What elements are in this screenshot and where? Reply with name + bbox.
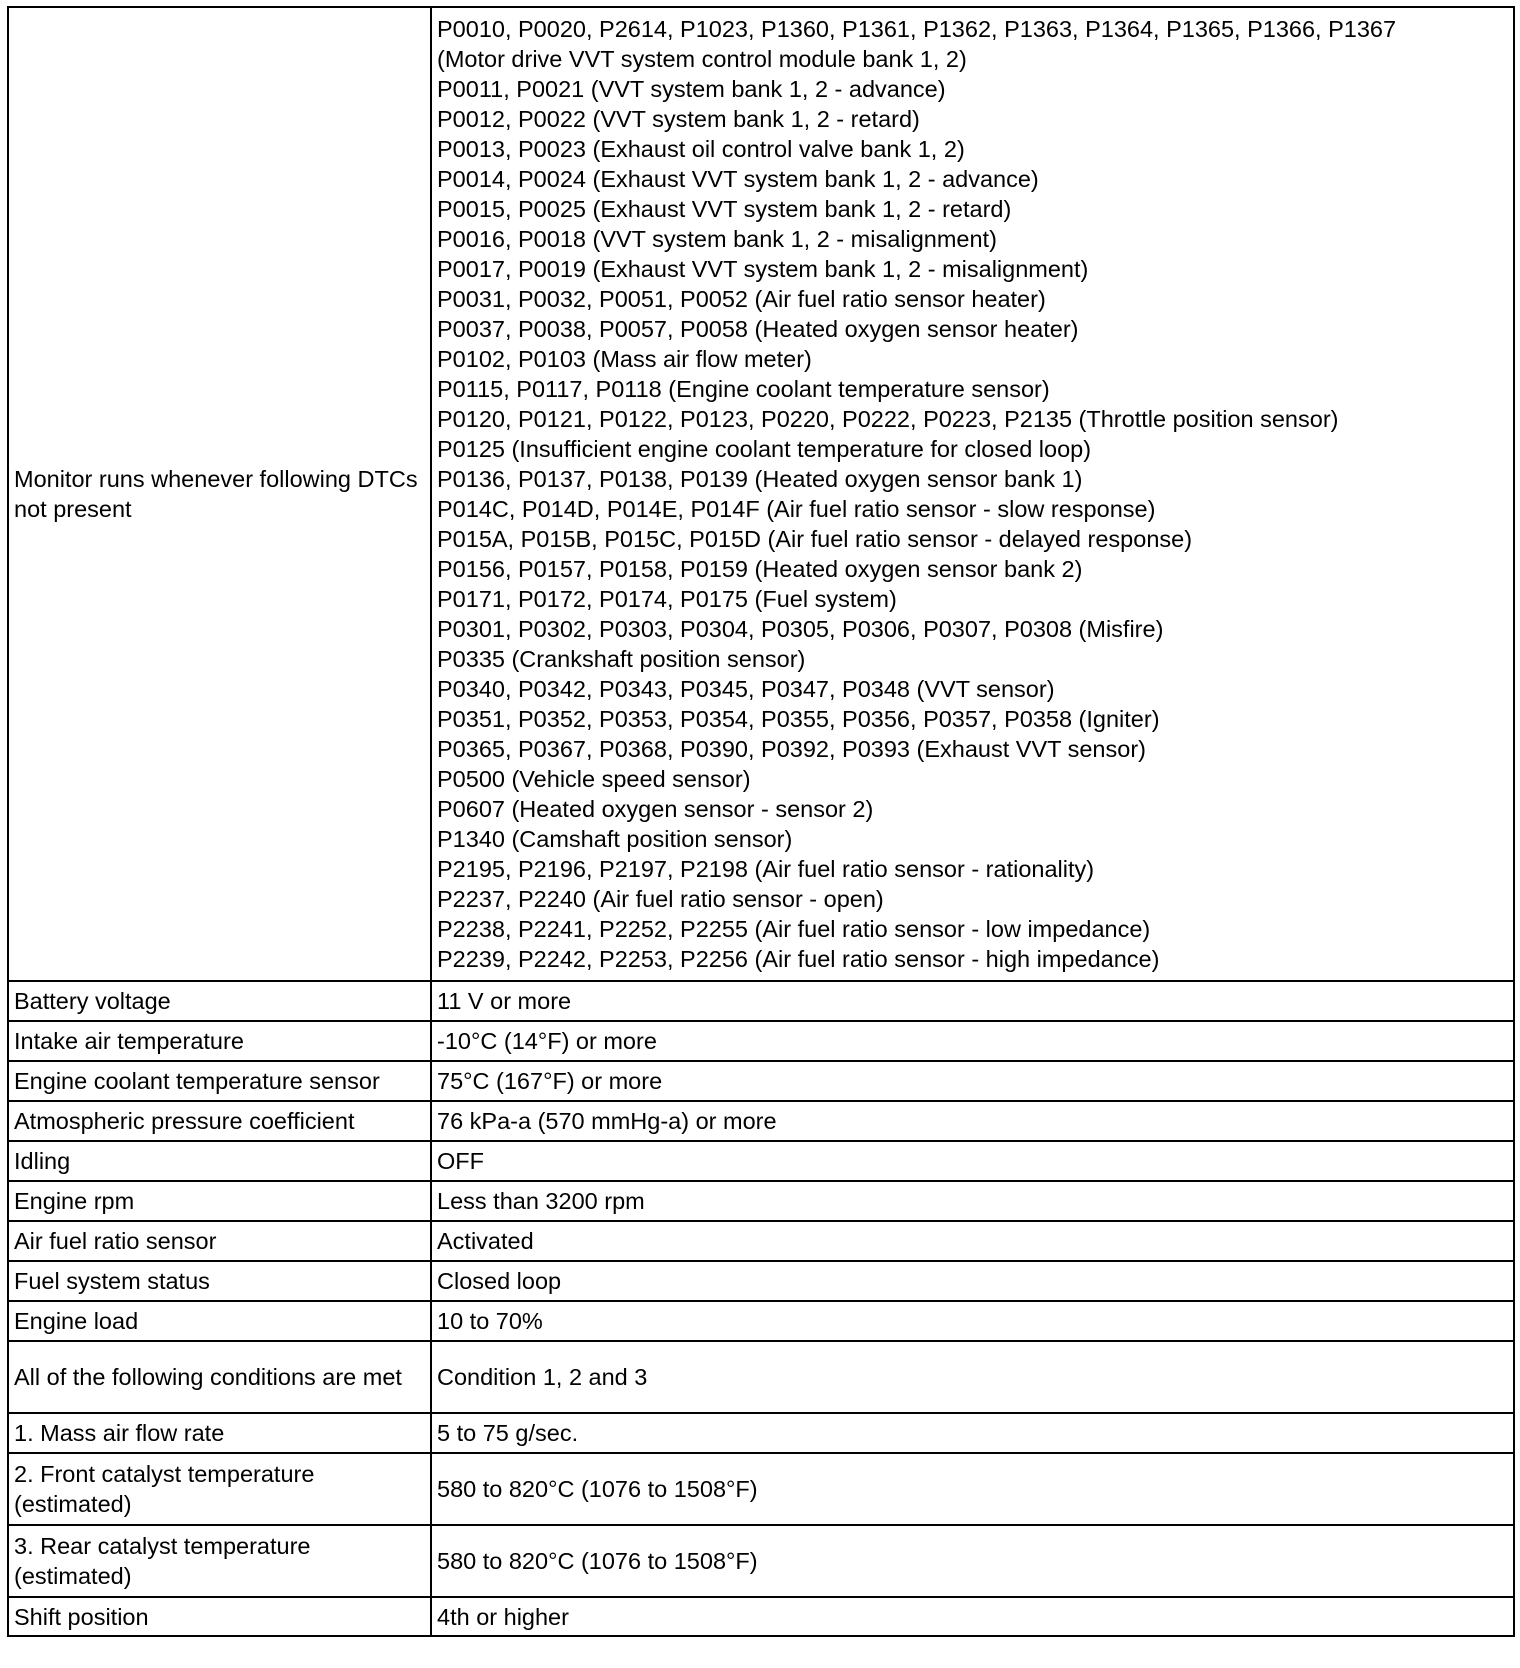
dtc-line: P0301, P0302, P0303, P0304, P0305, P0306, P0307, P0308 (Misfire) xyxy=(437,616,1164,642)
condition-row-mass-air-flow-rate xyxy=(8,1413,1514,1453)
dtc-line: P2239, P2242, P2253, P2256 (Air fuel ratio sensor - high impedance) xyxy=(437,946,1160,972)
condition-label: Idling xyxy=(8,1141,431,1181)
dtc-line: P0011, P0021 (VVT system bank 1, 2 - advance) xyxy=(437,76,946,102)
condition-value: 75°C (167°F) or more xyxy=(431,1061,1514,1101)
condition-row-idling xyxy=(8,1141,1514,1181)
condition-value: Condition 1, 2 and 3 xyxy=(431,1341,1514,1413)
dtc-line: P0136, P0137, P0138, P0139 (Heated oxygen sensor bank 1) xyxy=(437,466,1083,492)
condition-value: 5 to 75 g/sec. xyxy=(431,1413,1514,1453)
dtc-list xyxy=(431,7,1514,981)
dtc-row xyxy=(8,7,1514,981)
dtc-line: P0115, P0117, P0118 (Engine coolant temperature sensor) xyxy=(437,376,1050,402)
condition-label: All of the following conditions are met xyxy=(8,1341,431,1413)
dtc-line: P2238, P2241, P2252, P2255 (Air fuel ratio sensor - low impedance) xyxy=(437,916,1151,942)
condition-row-shift-position xyxy=(8,1597,1514,1636)
condition-row-rear-catalyst-temperature xyxy=(8,1525,1514,1597)
condition-value: 76 kPa-a (570 mmHg-a) or more xyxy=(431,1101,1514,1141)
condition-row-engine-rpm xyxy=(8,1181,1514,1221)
condition-label: Fuel system status xyxy=(8,1261,431,1301)
dtc-line: P0017, P0019 (Exhaust VVT system bank 1, 2 - misalignment) xyxy=(437,256,1089,282)
condition-label: 1. Mass air flow rate xyxy=(8,1413,431,1453)
dtc-line: P0014, P0024 (Exhaust VVT system bank 1, 2 - advance) xyxy=(437,166,1039,192)
dtc-line: (Motor drive VVT system control module bank 1, 2) xyxy=(437,46,967,72)
dtc-line: P2195, P2196, P2197, P2198 (Air fuel ratio sensor - rationality) xyxy=(437,856,1095,882)
condition-label: Atmospheric pressure coefficient xyxy=(8,1101,431,1141)
dtc-line: P2237, P2240 (Air fuel ratio sensor - open) xyxy=(437,886,884,912)
dtc-line: P0365, P0367, P0368, P0390, P0392, P0393 (Exhaust VVT sensor) xyxy=(437,736,1146,762)
dtc-line: P014C, P014D, P014E, P014F (Air fuel ratio sensor - slow response) xyxy=(437,496,1156,522)
condition-label: Engine load xyxy=(8,1301,431,1341)
dtc-line: P0120, P0121, P0122, P0123, P0220, P0222, P0223, P2135 (Throttle position sensor) xyxy=(437,406,1339,432)
condition-row-fuel-system-status xyxy=(8,1261,1514,1301)
dtc-line: P0335 (Crankshaft position sensor) xyxy=(437,646,806,672)
dtc-line: P0012, P0022 (VVT system bank 1, 2 - retard) xyxy=(437,106,920,132)
monitor-conditions-table xyxy=(7,6,1515,1637)
dtc-line: P0171, P0172, P0174, P0175 (Fuel system) xyxy=(437,586,897,612)
dtc-line: P0125 (Insufficient engine coolant temperature for closed loop) xyxy=(437,436,1092,462)
dtc-line: P0037, P0038, P0057, P0058 (Heated oxygen sensor heater) xyxy=(437,316,1079,342)
dtc-row-label: Monitor runs whenever following DTCs not present xyxy=(8,7,431,981)
condition-value: -10°C (14°F) or more xyxy=(431,1021,1514,1061)
dtc-line: P0102, P0103 (Mass air flow meter) xyxy=(437,346,812,372)
condition-row-all-conditions xyxy=(8,1341,1514,1413)
dtc-line: P0031, P0032, P0051, P0052 (Air fuel ratio sensor heater) xyxy=(437,286,1046,312)
dtc-line: P0015, P0025 (Exhaust VVT system bank 1, 2 - retard) xyxy=(437,196,1012,222)
dtc-line: P0010, P0020, P2614, P1023, P1360, P1361, P1362, P1363, P1364, P1365, P1366, P1367 xyxy=(437,16,1397,42)
dtc-line: P0340, P0342, P0343, P0345, P0347, P0348 (VVT sensor) xyxy=(437,676,1055,702)
condition-value: 10 to 70% xyxy=(431,1301,1514,1341)
dtc-line: P0156, P0157, P0158, P0159 (Heated oxygen sensor bank 2) xyxy=(437,556,1083,582)
condition-value: Activated xyxy=(431,1221,1514,1261)
condition-value: Less than 3200 rpm xyxy=(431,1181,1514,1221)
condition-label: Engine rpm xyxy=(8,1181,431,1221)
dtc-line: P0351, P0352, P0353, P0354, P0355, P0356, P0357, P0358 (Igniter) xyxy=(437,706,1160,732)
condition-value: OFF xyxy=(431,1141,1514,1181)
dtc-line: P015A, P015B, P015C, P015D (Air fuel ratio sensor - delayed response) xyxy=(437,526,1193,552)
condition-row-battery-voltage xyxy=(8,981,1514,1021)
condition-label: Shift position xyxy=(8,1597,431,1636)
condition-label: Air fuel ratio sensor xyxy=(8,1221,431,1261)
condition-row-engine-coolant-temperature xyxy=(8,1061,1514,1101)
condition-value: 4th or higher xyxy=(431,1597,1514,1636)
dtc-line: P0016, P0018 (VVT system bank 1, 2 - misalignment) xyxy=(437,226,997,252)
dtc-line: P0013, P0023 (Exhaust oil control valve bank 1, 2) xyxy=(437,136,965,162)
conditions-table-wrapper xyxy=(7,6,1515,1637)
dtc-line: P0500 (Vehicle speed sensor) xyxy=(437,766,751,792)
condition-label: 2. Front catalyst temperature (estimated) xyxy=(8,1453,431,1525)
condition-label: Intake air temperature xyxy=(8,1021,431,1061)
condition-row-engine-load xyxy=(8,1301,1514,1341)
condition-row-intake-air-temperature xyxy=(8,1021,1514,1061)
condition-value: Closed loop xyxy=(431,1261,1514,1301)
condition-row-front-catalyst-temperature xyxy=(8,1453,1514,1525)
dtc-line: P1340 (Camshaft position sensor) xyxy=(437,826,793,852)
condition-label: Engine coolant temperature sensor xyxy=(8,1061,431,1101)
condition-value: 580 to 820°C (1076 to 1508°F) xyxy=(431,1525,1514,1597)
condition-value: 11 V or more xyxy=(431,981,1514,1021)
condition-row-atmospheric-pressure xyxy=(8,1101,1514,1141)
condition-label: Battery voltage xyxy=(8,981,431,1021)
condition-label: 3. Rear catalyst temperature (estimated) xyxy=(8,1525,431,1597)
dtc-line: P0607 (Heated oxygen sensor - sensor 2) xyxy=(437,796,874,822)
condition-value: 580 to 820°C (1076 to 1508°F) xyxy=(431,1453,1514,1525)
condition-row-air-fuel-ratio-sensor xyxy=(8,1221,1514,1261)
